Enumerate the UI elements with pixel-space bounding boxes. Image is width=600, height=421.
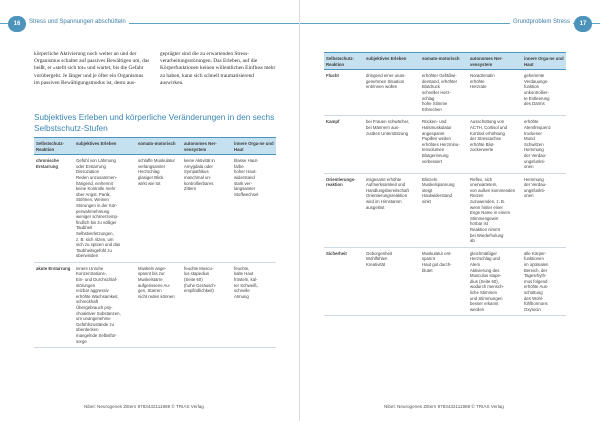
column-header: Selbstschutz-Reaktion — [324, 53, 364, 70]
table-cell: Blinzeln Muskelspannung steigt Hautwiderstand sinkt — [420, 173, 468, 247]
table-cell: Hemmung der Verdau- ungsfunkti- onen — [522, 173, 566, 247]
table-cell: alle Körper- funktionen im optimalen Bereich, der Tagesrhyth- mus folgend erhöhte Aus- schüttung des Wohl- fühlhormons Oxytocin — [522, 247, 566, 316]
left-header — [0, 16, 300, 32]
table-row — [34, 155, 276, 263]
table-cell: Geborgenheit Wohlfühlen Kreativität — [364, 247, 420, 316]
row-label: Orientierungs-reaktion — [324, 173, 364, 247]
page-footer: Nibel: Neurogenes Zittern 9783432111988 © TRIAS Verlag — [84, 404, 204, 409]
table-cell: insgesamt erhöhte Aufmerksamkeit und Handlungsbereitschaft Orientierungsreaktion wird im Hirnstamm ausgelöst — [364, 173, 420, 247]
table-header-row — [324, 53, 566, 70]
column-header: somato-motorisch — [136, 138, 182, 155]
body-paragraph: körperliche Aktivierung noch weiter an und der Organismus schaltet auf passives Bewältigen um, das heißt, er »stellt sich tot« und wartet, bis die Gefahr vorübergeht. Je länger und je öfter ein Organismus im passiven Bewältigungsmodus ist, desto aus- — [34, 51, 150, 86]
page-footer: Nibel: Neurogenes Zittern 9783432111988 © TRIAS Verlag — [384, 404, 504, 409]
table-cell: Gefühl von Lähmung oder Erstarrung Dissoziation Reden unzusammen- hängend, einhermit keine Kontrolle mehr über Angst, Panik, Stöhnen, Weinen Störungen in der Kör- perwahrnehmung weniger schmerzemp- findlich bis zu völliger Taubheit Selbstverletzungen, z. B. sich ritzen, um sich zu spüren und das Taubheitsgefühl zu überwinden — [74, 155, 136, 263]
body-paragraph: geprägter sind die zu erwartenden Stress-verarbeitungsstörungen. Das Erleben, auf die Körperfunktionen keinen willentlichen Einfluss mehr zu haben, kann sich schnell traumatisierend auswirken. — [160, 51, 276, 86]
page-number-badge: 17 — [574, 16, 592, 32]
column-header: subjektives Erleben — [364, 53, 420, 70]
row-label: Flucht — [324, 70, 364, 116]
column-header: Selbstschutz-Reaktion — [34, 138, 74, 155]
right-table — [324, 52, 566, 316]
table-row — [34, 262, 276, 347]
row-label: chronische Erstarrung — [34, 155, 74, 263]
column-header: innere Orga-ne und Haut — [232, 138, 276, 155]
running-head: Grundproblem Stress — [510, 19, 573, 25]
table-cell: keine Aktivität in Amygdala oder Sympathikus manchmal un- kontrollierbares Zittern — [182, 155, 232, 263]
column-header: autonomes Ner-vensystem — [182, 138, 232, 155]
table-cell: Ausschüttung von ACTH, Cortisol und Kortisol erhöhtung der Stressachse erhöhte Blut- zuckerwerte — [468, 116, 522, 173]
table-cell: dringend einer unan- genehmen Situation entrinnen wollen — [364, 70, 420, 116]
table-cell: schlaffe Muskulatur verlangsamter Herzschlag glasiger Blick wirkt wie tot — [136, 155, 182, 263]
row-label: Sicherheit — [324, 247, 364, 316]
table-cell: erhöhter Gefäßwi- derstand, erhöhter Blutdruck schneller Herz- schlag hohe Stimme Erbrechen — [420, 70, 468, 116]
table-cell: Reflex, sich unerwartetem, von außen kommenden Reizen zuzuwenden, z. B. wenn hinter einer Enge Name in einem Stimmengewirr hörbar ist Reaktion nimmt bei Wiederholung ab — [468, 173, 522, 247]
row-label: Kampf — [324, 116, 364, 173]
running-head: Stress und Spannungen abschütteln — [26, 19, 129, 25]
right-page — [300, 0, 600, 421]
page-number-badge: 16 — [8, 16, 26, 32]
table-cell: erhöhte Atemfrequenz trockener Mund Schwitzen Hemmung der Verdau- ungsfunkti- onen — [522, 116, 566, 173]
table-cell: Rücken- und Halsmuskulatur angespannt Pupillen weiten erhöhtes Herzminu- tenvolumen Blutgerinnung verbessert — [420, 116, 468, 173]
table-cell: bei Frauen schwächer, bei Männern aus- zuüben Unterstützung — [364, 116, 420, 173]
table-row — [324, 247, 566, 316]
table-row — [324, 70, 566, 116]
body-column-1 — [34, 51, 150, 87]
section-title: Subjektives Erleben und körperliche Veränderungen in den sechs Selbstschutz-Stufen — [34, 112, 275, 133]
table-cell: feuchte, kalte Haut frösteln, kal- ter Schweiß, schnelle Atmung — [232, 262, 276, 347]
table-cell: feuchte Muscu- lus stapedius (Seite 60) (hohe Geräusch- empfindlichkeit) — [182, 262, 232, 347]
table-header-row — [34, 138, 276, 155]
right-header — [300, 16, 600, 32]
table-cell: gleichmäßiger Herzschlag und Atem Aktivierung des Musculus stape- dius (Seite 60), wodurch mensch- liche Stimmen und Stimmungen besser erkannt werden — [468, 247, 522, 316]
table-cell: gehemmte Verdauungs- funktion unkontrollier- te Entleerung des Darms — [522, 70, 566, 116]
column-header: innere Orga-ne und Haut — [522, 53, 566, 70]
table-row — [324, 173, 566, 247]
column-header: subjektives Erleben — [74, 138, 136, 155]
table-row — [324, 116, 566, 173]
column-header: somato-motorisch — [420, 53, 468, 70]
column-header: autonomes Ner-vensystem — [468, 53, 522, 70]
row-label: akute Erstarrung — [34, 262, 74, 347]
left-table — [34, 137, 276, 348]
table-cell: Noradrenalin erhöhte Herzrate — [468, 70, 522, 116]
table-cell: blasse Haut- farbe hoher Haut- widerstand stark ver- langsamter Stoffwechsel — [232, 155, 276, 263]
table-cell: innere Unruhe Konzentrations-, Ein- und Durchschlaf- störungen reizbar aggressiv erhöhte Wachsamkeit, schreckhaft Übergebrauch psy- choaktiver Substanzen, um unangenehme Gefühlszustände zu überdecken mangelnde Selbstfür- sorge — [74, 262, 136, 347]
body-column-2 — [160, 51, 276, 87]
table-cell: Muskulatur ent- spannt Haut gut durch- blutet — [420, 247, 468, 316]
table-cell: Muskeln ange- spannt bis zur Muskelstarre aufgerissene Au- gen, Starren nicht reden können — [136, 262, 182, 347]
